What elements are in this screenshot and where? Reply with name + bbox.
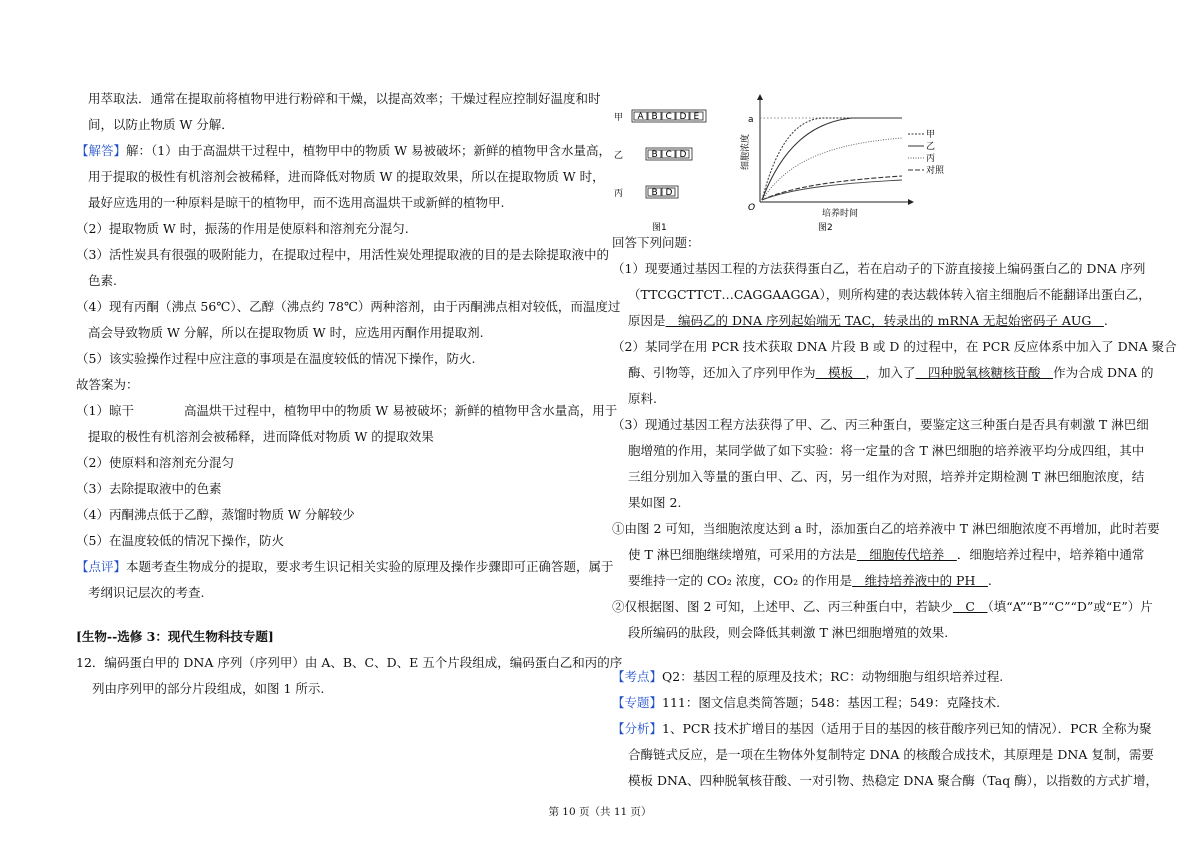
text-line <box>76 554 614 580</box>
figure-area <box>612 92 945 233</box>
text-line <box>612 742 1154 768</box>
text-line <box>612 490 1134 516</box>
text-line <box>76 242 609 268</box>
fig1-row-label: 丙 <box>614 189 624 199</box>
line-text: 酶、引物等，还加入了序列甲作为 <box>628 365 816 380</box>
line-text: 要维持一定的 CO₂ 浓度，CO₂ 的作用是 <box>628 573 853 588</box>
line-text: 模板 DNA、四种脱氧核苷酸、一对引物、热稳定 DNA 聚合酶（Taq 酶），以指数的方式扩增， <box>628 773 1158 788</box>
text-line <box>612 386 1134 412</box>
legend-bing: 丙 <box>926 154 936 164</box>
figure-svg <box>612 92 945 233</box>
text-line <box>76 86 601 112</box>
page-footer: 第 10 页（共 11 页） <box>548 806 652 818</box>
fig1-segment-label: B <box>651 112 658 122</box>
question-line: 列由序列甲的部分片段组成，如图 1 所示. <box>92 681 325 696</box>
line-text: 原因是 <box>628 313 666 328</box>
line-text: 111：图文信息类简答题；548：基因工程；549：克隆技术. <box>662 695 1001 710</box>
line-text: 回答下列问题： <box>612 235 700 250</box>
text-line <box>612 516 1160 542</box>
answer-blank: 编码乙的 DNA 序列起始端无 TAC，转录出的 mRNA 无起始密码子 AUG <box>665 313 1104 328</box>
text-line <box>76 216 598 242</box>
answer-blank: C <box>952 599 988 614</box>
text-line <box>612 664 1134 690</box>
curve-yi <box>762 118 902 200</box>
text-line <box>612 568 1134 594</box>
figure-1 <box>614 110 706 199</box>
text-line <box>76 112 598 138</box>
text-line <box>76 164 605 190</box>
line-text: 解：（1）由于高温烘干过程中，植物甲中的物质 W 易被破坏；新鲜的植物甲含水量高， <box>126 143 612 158</box>
text-line <box>612 282 1151 308</box>
line-text: 故答案为： <box>76 377 139 392</box>
line-text: 本题考查生物成分的提取，要求考生识记相关实验的原理及操作步骤即可正确答题，属于 <box>126 559 614 574</box>
text-line <box>76 320 598 346</box>
fig1-segment-label: D <box>679 112 687 122</box>
answer-blank: 维持培养液中的 PH <box>852 573 988 588</box>
text-line <box>612 230 1134 256</box>
fig1-segment-label: A <box>637 112 644 122</box>
line-text-after: ，加入了 <box>865 365 916 380</box>
left-column <box>76 86 623 702</box>
text-line <box>76 138 612 164</box>
section-tag: 【解答】 <box>76 143 127 158</box>
fig1-segment-label: C <box>665 112 672 122</box>
line-text: （3）现通过基因工程方法获得了甲、乙、丙三种蛋白，要鉴定这三种蛋白是否具有刺激 T 淋巴细 <box>612 417 1149 432</box>
spacer <box>76 606 598 624</box>
fig1-segment-label: D <box>679 150 687 160</box>
line-text: （TTCGCTTCT…CAGGAAGGA），则所构建的表达载体转入宿主细胞后不能翻译出蛋白乙， <box>628 287 1151 302</box>
line-text-after: . <box>1103 313 1108 328</box>
line-text: 考纲识记层次的考查. <box>88 585 205 600</box>
line-text: 果如图 2. <box>628 495 682 510</box>
line-text: 合酶链式反应，是一项在生物体外复制特定 DNA 的核酸合成技术，其原理是 DNA 复制，需要 <box>628 747 1154 762</box>
text-line <box>612 690 1134 716</box>
answer-blank: 模板 <box>815 365 866 380</box>
line-text-after: ．细胞培养过程中，培养箱中通常 <box>956 547 1145 562</box>
text-line <box>612 438 1145 464</box>
section-tag: 【分析】 <box>612 721 663 736</box>
text-line <box>612 620 1134 646</box>
text-line <box>612 334 1177 360</box>
right-column <box>612 230 1177 794</box>
fig1-segment-label: E <box>693 112 700 122</box>
text-line <box>76 502 598 528</box>
text-line <box>76 450 598 476</box>
y-axis-label: 细胞浓度 <box>741 133 751 170</box>
fig1-row-label: 甲 <box>614 113 624 123</box>
line-text: 段所编码的肽段，则会降低其刺激 T 淋巴细胞增殖的效果. <box>628 625 949 640</box>
spacer <box>612 646 1134 664</box>
line-text: ②仅根据图、图 2 可知，上述甲、乙、丙三种蛋白中，若缺少 <box>612 599 953 614</box>
fig1-segment-label: C <box>665 150 672 160</box>
line-text: 三组分别加入等量的蛋白甲、乙、丙，另一组作为对照，培养并定期检测 T 淋巴细胞浓度，结 <box>628 469 1145 484</box>
text-line <box>612 308 1134 334</box>
text-line <box>612 412 1149 438</box>
fig2-caption: 图2 <box>818 223 833 233</box>
figure-2 <box>739 94 945 233</box>
text-line <box>76 398 618 424</box>
line-text-after: （填“A”“B”“C”“D”或“E”）片 <box>987 599 1153 614</box>
fig1-segment-label: B <box>651 188 658 198</box>
fig1-row-label: 乙 <box>614 151 624 161</box>
line-text: ①由图 2 可知，当细胞浓度达到 a 时，添加蛋白乙的培养液中 T 淋巴细胞浓度不再增加，此时若要 <box>612 521 1160 536</box>
legend-control: 对照 <box>926 166 945 176</box>
text-line <box>612 768 1158 794</box>
text-line <box>76 294 621 320</box>
line-text: 提取的极性有机溶剂会被稀释，进而降低对物质 W 的提取效果 <box>88 429 434 444</box>
text-line <box>76 424 598 450</box>
text-line <box>76 268 598 294</box>
text-line <box>76 190 598 216</box>
legend <box>908 129 945 176</box>
legend-yi: 乙 <box>926 142 936 152</box>
y-axis-arrow-icon <box>757 94 763 100</box>
text-line <box>612 464 1145 490</box>
text-line <box>612 256 1146 282</box>
level-a-label: a <box>748 115 754 125</box>
section-tag: 【考点】 <box>612 669 663 684</box>
line-text: 1、PCR 技术扩增目的基因（适用于目的基因的核苷酸序列已知的情况）．PCR 全称为聚 <box>662 721 1152 736</box>
text-line <box>76 580 598 606</box>
line-text: 用于提取的极性有机溶剂会被稀释，进而降低对物质 W 的提取效果，所以在提取物质 W 时， <box>88 169 605 184</box>
text-line <box>76 372 598 398</box>
question-line: 12．编码蛋白甲的 DNA 序列（序列甲）由 A、B、C、D、E 五个片段组成，编码蛋白乙和丙的序 <box>76 655 623 670</box>
line-text-after: . <box>987 573 992 588</box>
x-axis-label: 培养时间 <box>822 209 859 219</box>
line-text: （1）晾干 高温烘干过程中，植物甲中的物质 W 易被破坏；新鲜的植物甲含水量高，用于 <box>76 403 618 418</box>
line-text: （5）该实验操作过程中应注意的事项是在温度较低的情况下操作，防火. <box>76 351 476 366</box>
text-line <box>76 528 598 554</box>
line-text: （1）现要通过基因工程的方法获得蛋白乙，若在启动子的下游直接接上编码蛋白乙的 DNA 序列 <box>612 261 1146 276</box>
section-tag: 【点评】 <box>76 559 127 574</box>
line-text: 高会导致物质 W 分解，所以在提取物质 W 时，应选用丙酮作用提取剂. <box>88 325 484 340</box>
curve-control <box>762 176 902 200</box>
line-text: （3）活性炭具有很强的吸附能力，在提取过程中，用活性炭处理提取液的目的是去除提取液中的 <box>76 247 609 262</box>
line-text: （2）某同学在用 PCR 技术获取 DNA 片段 B 或 D 的过程中，在 PCR 反应体系中加入了 DNA 聚合 <box>612 339 1177 354</box>
legend-jia: 甲 <box>926 130 936 140</box>
text-line <box>76 476 598 502</box>
line-text: 用萃取法．通常在提取前将植物甲进行粉碎和干燥，以提高效率；干燥过程应控制好温度和时 <box>88 91 601 106</box>
line-text: （3）去除提取液中的色素 <box>76 481 222 496</box>
line-text: 使 T 淋巴细胞继续增殖，可采用的方法是 <box>628 547 857 562</box>
text-line <box>612 542 1145 568</box>
fig1-caption: 图1 <box>652 223 667 233</box>
text-line <box>612 716 1152 742</box>
text-line <box>612 594 1153 620</box>
fig1-segment-label: D <box>665 188 673 198</box>
line-text: （2）提取物质 W 时，振荡的作用是使原料和溶剂充分混匀. <box>76 221 409 236</box>
line-text: 间，以防止物质 W 分解． <box>88 117 234 132</box>
section-tag: 【专题】 <box>612 695 663 710</box>
curve-bing <box>762 138 902 200</box>
fig1-segment-label: B <box>651 150 658 160</box>
line-text: 最好应选用的一种原料是晾干的植物甲，而不选用高温烘干或新鲜的植物甲. <box>88 195 505 210</box>
line-text: 色素. <box>88 273 117 288</box>
line-text: 原料. <box>628 391 657 406</box>
line-text: （5）在温度较低的情况下操作，防火 <box>76 533 284 548</box>
line-text: （2）使原料和溶剂充分混匀 <box>76 455 234 470</box>
x-axis-arrow-icon <box>908 199 914 205</box>
line-text: 胞增殖的作用，某同学做了如下实验：将一定量的含 T 淋巴细胞的培养液平均分成四组，其中 <box>628 443 1145 458</box>
section-title: [生物--选修 3：现代生物科技专题] <box>76 629 274 644</box>
line-text: Q2：基因工程的原理及技术；RC：动物细胞与组织培养过程. <box>662 669 1004 684</box>
text-line <box>612 360 1154 386</box>
origin-label: O <box>748 203 756 213</box>
text-line <box>76 346 598 372</box>
line-text-after: 作为合成 DNA 的 <box>1053 365 1154 380</box>
answer-blank: 四种脱氧核糖核苷酸 <box>915 365 1054 380</box>
line-text: （4）丙酮沸点低于乙醇，蒸馏时物质 W 分解较少 <box>76 507 355 522</box>
line-text: （4）现有丙酮（沸点 56℃）、乙醇（沸点约 78℃）两种溶剂，由于丙酮沸点相对较低，而温度过 <box>76 299 621 314</box>
answer-blank: 细胞传代培养 <box>856 547 957 562</box>
